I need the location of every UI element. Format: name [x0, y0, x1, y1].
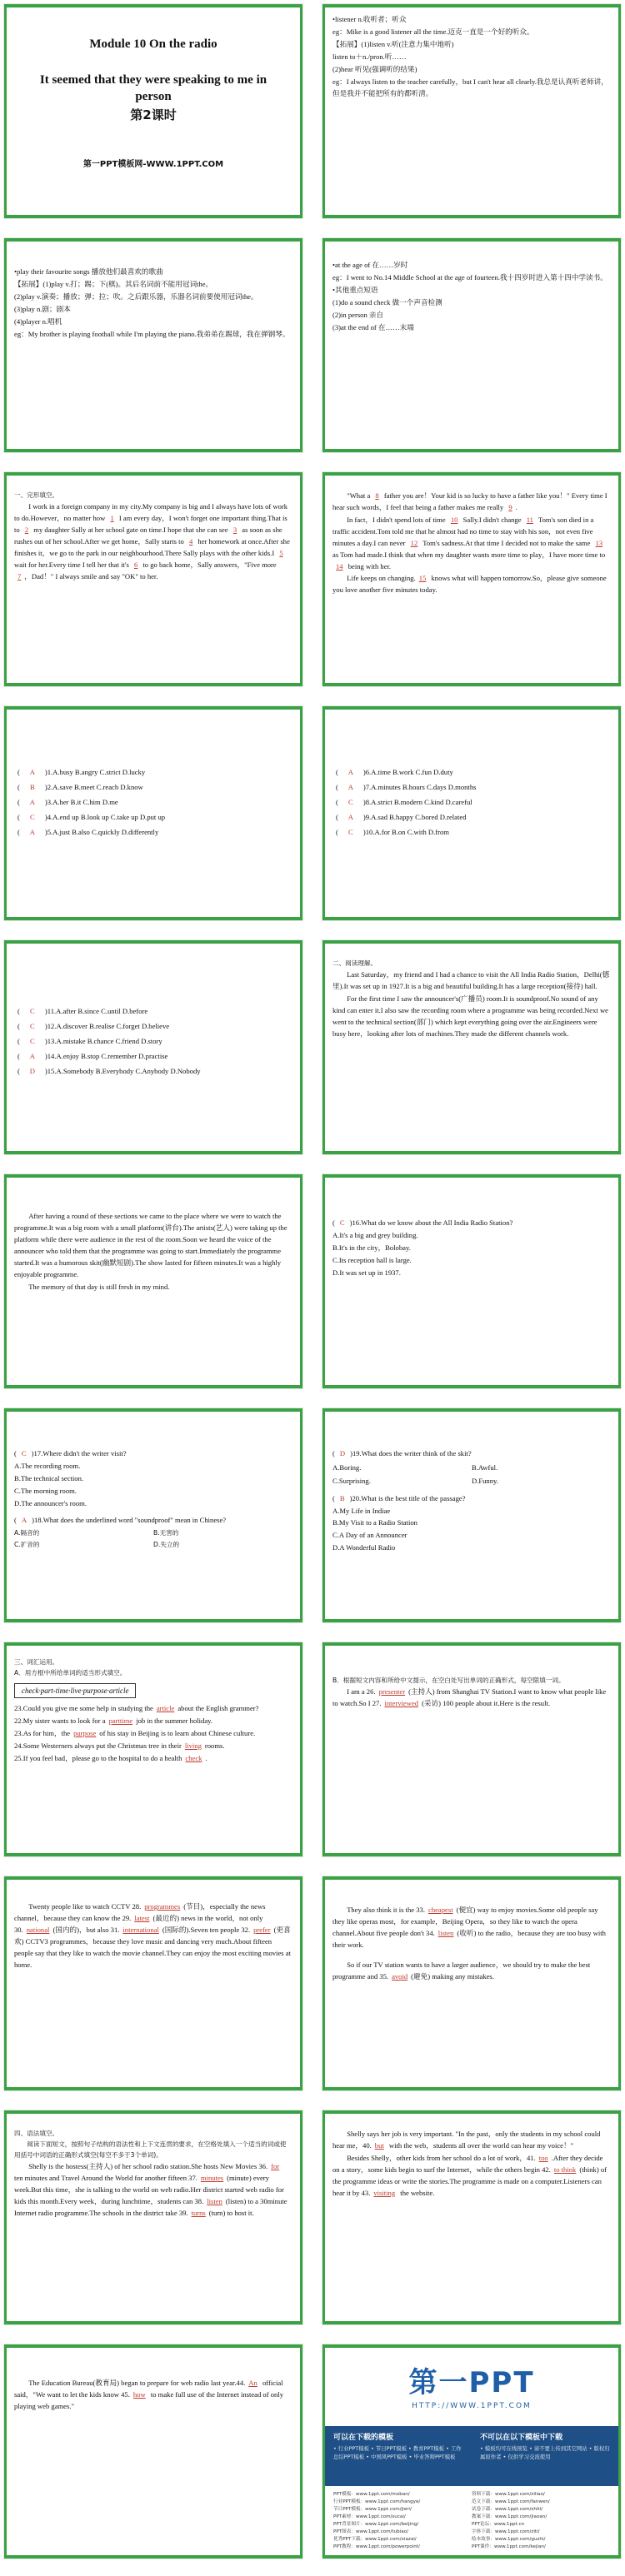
answer-blank: 9	[508, 502, 512, 511]
answer-blank: 11	[526, 515, 533, 524]
slide-mc-11-15	[3, 939, 303, 1155]
ad-link[interactable]: 资料下载：www.1ppt.com/ziliao/	[472, 2492, 545, 2497]
option: A.The recording room.	[14, 1461, 81, 1470]
cloze-paragraph: Life keeps on changing. 15 knows what will happen tomorrow.So，please give someone you love another five minutes today.	[332, 574, 607, 595]
mc-question: ( C )4.A.end up B.look up C.take up D.put up	[18, 810, 292, 825]
section-heading: 二、阅读理解。	[332, 959, 378, 967]
vocab-line: (3)play n.剧；剧本	[14, 304, 71, 313]
passage-paragraph: The Education Bureau(教育局) began to prepare for web radio last year.44. An official said，"We want to let the kids know 45. how to make full use of the Internet instead of only playing web games."	[14, 2379, 284, 2410]
item-text: of his stay in Beijing is to learn about Chinese culture.	[99, 1729, 256, 1738]
passage-paragraph: Shelly says her job is very important. "In the past，only the students in my school could hear me，40. but with the web，students all over the world can hear my voice！"	[332, 2130, 601, 2150]
answer-blank: prefer	[253, 1925, 271, 1934]
ad-link[interactable]: PPT背景图片：www.1ppt.com/beijing/	[333, 2522, 419, 2528]
option: A.My Life in Indiae	[332, 1506, 391, 1515]
ad-link[interactable]: PPT素材：www.1ppt.com/sucai/	[333, 2514, 406, 2520]
slide-cloze-a	[3, 471, 303, 687]
option: C.扩音的	[14, 1540, 40, 1548]
vocab-line: eg：I went to No.14 Middle School at the age of fourteen.我十四岁时进入第十四中学读书。	[332, 272, 608, 282]
option-grid	[14, 1527, 292, 1552]
mc-text: )2.A.save B.meet C.reach D.know	[44, 783, 143, 792]
ad-band	[325, 2426, 618, 2486]
mc-text: )10.A.for B.on C.with D.from	[362, 828, 449, 837]
answer-blank: presenter	[378, 1687, 406, 1697]
answer-letter: B	[339, 1493, 345, 1502]
mc-question: ( A )14.A.enjoy B.stop C.remember D.practise	[18, 1049, 292, 1064]
mc-question: ( A )3.A.her B.it C.him D.me	[18, 795, 292, 810]
passage-paragraph: I am a 26. presenter (主持人) from Shanghai TV Station.I want to know what people like to watch.So I 27. interviewed (采访) 100 people about it.Here is the result.	[332, 1687, 607, 1708]
ad-link[interactable]: 教案下载：www.1ppt.com/jiaoan/	[472, 2514, 548, 2520]
ad-link[interactable]: 范文下载：www.1ppt.com/fanwen/	[472, 2499, 550, 2505]
answer-blank: purpose	[73, 1729, 97, 1738]
ad-link[interactable]: PPT图表：www.1ppt.com/tubiao/	[333, 2529, 408, 2535]
passage-paragraph: Besides Shelly，other kids from her school do a lot of work，41. too .After they decide on a story，some kids begin to surf the Internet，while the others begin 42. to think (think) of the programme ideas or write the stories.The programme is made on a computer.Listeners can hear it by 43. visiting the website.	[332, 2153, 608, 2197]
answer-blank: for	[271, 2161, 280, 2170]
ad-link[interactable]: 绘本故事：www.1ppt.com/gushi/	[472, 2537, 546, 2543]
word-form-b-block	[332, 1676, 611, 1846]
links-left	[333, 2491, 472, 2551]
cloze-a-text	[14, 491, 292, 676]
mc-text: )13.A.mistake B.chance C.friend D.story	[44, 1037, 162, 1046]
option: D.The announcer's room.	[14, 1498, 87, 1507]
answer-blank: 6	[133, 560, 138, 569]
answer-blank: but	[374, 2140, 384, 2150]
passage-paragraph: They also think it is the 33. cheapest (便宜) way to enjoy movies.Some old people say they like operas most，for example，Beijing Opera，so they like to watch the opera channel.About five people don't 34. listen (收听) to the radio，because they are too busy with their work.	[332, 1906, 606, 1949]
answer-blank: minutes	[200, 2173, 224, 2182]
ad-link[interactable]: 行业PPT模板：www.1ppt.com/hangye/	[333, 2499, 421, 2505]
ad-link[interactable]: PPT教程：www.1ppt.com/powerpoint/	[333, 2544, 420, 2550]
mc-question: ( C )13.A.mistake B.chance C.friend D.story	[18, 1034, 292, 1049]
answer-letter: D	[339, 1449, 346, 1457]
question-text: )20.What is the best title of the passage?	[349, 1493, 466, 1502]
mc-question: ( C )11.A.after B.since C.until D.before	[18, 1004, 292, 1019]
vocab-line: 【拓展】(1)listen v.听(注意力集中地听)	[332, 39, 454, 48]
answer-letter: A	[21, 1515, 28, 1524]
mc-question: ( D )15.A.Somebody B.Everybody C.Anybody D.Nobody	[18, 1064, 292, 1079]
mc-text: )12.A.discover B.realise C.forget D.believe	[44, 1022, 170, 1031]
question-text: )18.What does the underlined word "soundproof" mean in Chinese?	[32, 1515, 227, 1524]
ad-col-right	[472, 2426, 618, 2486]
answer-blank: 13	[595, 538, 603, 547]
reading-b-text	[14, 1211, 292, 1378]
answer-blank: check	[185, 1753, 202, 1762]
answer-blank: parttime	[108, 1717, 133, 1726]
ad-col-desc: • 模板均可在线预览 • 请不要上传到其它网站 • 版权归属原作者 • 仅供学习交流使用	[480, 2445, 610, 2460]
item-text: 25.If you feel bad，please go to the hospital to do a health	[14, 1753, 182, 1762]
slide-word-form-d	[322, 1876, 622, 2091]
item-text: 23.As for him，the	[14, 1729, 71, 1738]
mc-list	[336, 765, 611, 910]
answer-blank: avoid	[392, 1971, 408, 1981]
vocab-line: (3)at the end of 在……末端	[332, 322, 414, 331]
answer-letter: C	[348, 798, 353, 807]
answer-letter: A	[29, 828, 35, 837]
answer-letter: C	[339, 1218, 345, 1227]
vocab-line: •listener n.收听者；听众	[332, 15, 407, 23]
logo-url[interactable]: HTTP://WWW.1PPT.COM	[412, 2402, 532, 2410]
mc-text: )11.A.after B.since C.until D.before	[44, 1007, 148, 1015]
reading-paragraph: The memory of that day is still fresh in my mind.	[28, 1282, 170, 1291]
vocab-line: (2)hear 听见(强调听的结果)	[332, 64, 418, 73]
mc-question: ( A )9.A.sad B.happy C.bored D.related	[336, 810, 611, 825]
vocab-age-text	[332, 260, 611, 442]
mc-list	[18, 765, 292, 910]
item-text: job in the summer holiday.	[136, 1717, 213, 1726]
section-heading: B．根据短文内容和所给中文提示，在空白处写出单词的正确形式，每空限填一词。	[332, 1677, 565, 1684]
answer-blank: turns	[191, 2208, 206, 2217]
mc-question: ( A )1.A.busy B.angry C.strict D.lucky	[18, 765, 292, 780]
mc-list	[18, 1004, 292, 1144]
ad-col-title: 不可以在以下模板中下载	[480, 2434, 563, 2442]
answer-blank: national	[26, 1925, 50, 1934]
slide-grammar-b	[322, 2110, 622, 2325]
fill-item	[14, 1741, 292, 1752]
vocab-line: eg：I always listen to the teacher carefully，but I can't hear all clearly.我总是认真听老师讲，但是我并不能把所有的都听清。	[332, 77, 608, 97]
answer-blank: 2	[24, 526, 29, 535]
answer-letter: C	[30, 1037, 35, 1046]
item-text: 24.Some Westerners always put the Christmas tree in their	[14, 1741, 182, 1750]
q19-20-block	[332, 1448, 611, 1612]
answer-blank: 1	[110, 514, 114, 523]
word-box: check·part-time·live·purpose·article	[14, 1683, 136, 1699]
answer-blank: visiting	[373, 2188, 396, 2197]
option: D.失立的	[153, 1540, 180, 1548]
logo-mark: 第一PPT	[408, 2366, 535, 2399]
module-title: Module 10 On the radio	[89, 37, 218, 51]
mc-question: ( B )2.A.save B.meet C.reach D.know	[18, 780, 292, 795]
word-form-c-block	[14, 1901, 292, 2080]
word-form-a-block	[14, 1657, 292, 1846]
vocab-line: eg：Mike is a good listener all the time.迈克一直是一个好的听众。	[332, 27, 534, 36]
section-heading: 四、语法填空。	[14, 2130, 59, 2137]
option: D.Funny.	[472, 1477, 498, 1486]
answer-blank: 12	[410, 538, 418, 547]
fill-item	[14, 1703, 292, 1715]
slide-vocab-age	[322, 237, 622, 453]
mc-text: )5.A.just B.also C.quickly D.differently	[44, 828, 159, 837]
slide-vocab-play	[3, 237, 303, 453]
answer-blank: article	[156, 1704, 175, 1713]
fill-item	[14, 1753, 292, 1765]
answer-letter: C	[30, 1022, 35, 1031]
mc-text: )7.A.minutes B.hours C.days D.months	[362, 783, 477, 792]
option: B.My Visit to a Radio Station	[332, 1518, 418, 1527]
item-text: about the English grammer?	[178, 1704, 259, 1713]
slide-vocab-listener	[322, 3, 622, 219]
reading-paragraph: Last Saturday，my friend and I had a chance to visit the All India Radio Station，Delhi(德里).It was set up in 1927.It is a big and beautiful building.It has a large reception(接待) hall.	[332, 970, 610, 991]
slide-grammar-c	[3, 2344, 303, 2559]
answer-blank: living	[184, 1741, 202, 1750]
slide-q16	[322, 1173, 622, 1389]
answer-letter: C	[30, 1007, 35, 1015]
vocab-line: (2)in person 亲自	[332, 310, 384, 319]
option: C.A Day of an Announcer	[332, 1531, 408, 1540]
question-line: ( C )17.Where didn't the writer visit?	[14, 1449, 127, 1457]
reading-a-text	[332, 959, 611, 1144]
mc-text: )8.A.strict B.modern C.kind D.careful	[362, 798, 472, 807]
vocab-line: (2)play v.演奏；播放；弹；拉；吹。之后跟乐器，乐器名词前要使用冠词the。	[14, 291, 258, 301]
cloze-paragraph: "What a 8 father you are！Your kid is so lucky to have a father like you！" Every time I hear such words，I feel that being a father makes me really 9 .	[332, 491, 608, 511]
question-line: ( A )18.What does the underlined word "soundproof" mean in Chinese?	[14, 1515, 227, 1524]
grammar-c-block	[14, 2378, 292, 2549]
mc-question: ( A )6.A.time B.work C.fun D.duty	[336, 765, 611, 780]
ad-link[interactable]: 优秀PPT下载：www.1ppt.com/xiazai/	[333, 2537, 417, 2543]
q17-18-block	[14, 1448, 292, 1612]
answer-blank: latest	[134, 1913, 150, 1922]
slide-grammar-a	[3, 2110, 303, 2325]
option: B.It's in the city，Bolobay.	[332, 1243, 411, 1252]
ad-link[interactable]: PPT课件：www.1ppt.com/kejian/	[472, 2544, 546, 2550]
option: B.The technical section.	[14, 1473, 84, 1482]
answer-blank: 4	[188, 537, 193, 546]
slide-ad	[322, 2344, 622, 2559]
vocab-line: 【拓展】(1)play v.打；踢；下(棋)。其后名词前不能用冠词the。	[14, 279, 213, 288]
answer-letter: C	[348, 828, 353, 837]
ad-link[interactable]: 字体下载：www.1ppt.com/ziti/	[472, 2529, 540, 2535]
answer-blank: 15	[418, 574, 427, 583]
ad-col-desc: • 行业PPT模板 • 节日PPT模板 • 教育PPT模板 • 工作总结PPT模板 • 中国风PPT模板 • 毕业答辩PPT模板	[333, 2445, 462, 2460]
answer-blank: interviewed	[384, 1699, 419, 1708]
option: C.The morning room.	[14, 1486, 77, 1495]
section-heading: 一、完形填空。	[14, 491, 59, 499]
ad-logo[interactable]	[322, 2359, 621, 2410]
grammar-a-block	[14, 2129, 292, 2314]
vocab-line: listen to＋n./pron.听……	[332, 52, 407, 61]
option-grid	[332, 1461, 611, 1488]
word-form-d-block	[332, 1905, 611, 2080]
mc-text: )4.A.end up B.look up C.take up D.put up	[44, 813, 166, 822]
slide-mc-1-5	[3, 705, 303, 921]
mc-text: )15.A.Somebody B.Everybody C.Anybody D.Nobody	[44, 1067, 201, 1076]
option: D.It was set up in 1937.	[332, 1268, 401, 1277]
answer-blank: too	[538, 2153, 548, 2162]
site-label: 第一PPT模板网-WWW.1PPT.COM	[82, 159, 224, 169]
reading-paragraph: For the first time I saw the announcer's(广播员) room.It is soundproof.No sound of any kind can enter it.I also saw the recording room where a programme was being recorded.Next we went to the technical section(部门) which kept everything going over the air.Engineers were busy here，looking after lots of machines.They made the different channels work.	[332, 994, 608, 1038]
option: A.隔音的	[14, 1528, 40, 1537]
answer-letter: A	[29, 798, 35, 807]
cloze-b-text	[332, 491, 611, 676]
fill-item	[14, 1728, 292, 1740]
vocab-line: •play their favourite songs 播放他们最喜欢的歌曲	[14, 267, 163, 276]
answer-letter: A	[348, 768, 353, 776]
answer-letter: A	[29, 768, 35, 776]
section-heading: 三、词汇运用。	[14, 1658, 59, 1666]
answer-blank: 5	[279, 548, 283, 557]
answer-blank: international	[122, 1925, 159, 1934]
answer-letter: B	[30, 783, 35, 792]
answer-blank: cheapest	[428, 1906, 453, 1914]
vocab-line: (4)player n.唱机	[14, 316, 62, 326]
mc-text: )9.A.sad B.happy C.bored D.related	[362, 813, 467, 822]
slide-cloze-b	[322, 471, 622, 687]
slide-cover	[3, 3, 303, 219]
passage-paragraph: Twenty people like to watch CCTV 28. programmes (节目)，especially the news channel，because they can know the 29. latest (最近的) news in the world，not only 30. national (国内的)，but also 31. international (国际的).Seven ten people 32. prefer (更喜欢) CCTV3 programmes，because they love music and dancing very much.About fifteen people say that they like to watch the movie channel.They can enjoy the most exciting movies at home.	[14, 1902, 291, 1969]
mc-question: ( C )12.A.discover B.realise C.forget D.believe	[18, 1019, 292, 1034]
cloze-paragraph: In fact，I didn't spend lots of time 10 Sally.I didn't change 11 Tom's son died in a traffic accident.Tom told me that he almost had no time to stay with his son，not even five minutes a day.I can never 12 Tom's sadness.At that time I decided not to make the same 13 as Tom had made.I think that when my daughter wants more time to play，I have more time to 14 being with her.	[332, 515, 606, 571]
answer-blank: 14	[336, 561, 343, 571]
unit-title: It seemed that they were speaking to me in person	[39, 73, 268, 104]
option: A.It's a big and grey building.	[332, 1230, 418, 1239]
slide-word-form-b	[322, 1642, 622, 1857]
option: C.Surprising.	[332, 1477, 371, 1486]
slide-q19-20	[322, 1408, 622, 1623]
answer-blank: to think	[553, 2165, 577, 2174]
grammar-b-block	[332, 2129, 611, 2314]
answer-letter: C	[21, 1449, 27, 1457]
vocab-line: •at the age of 在……岁时	[332, 261, 408, 269]
answer-blank: 10	[450, 515, 458, 524]
vocab-line: (1)do a sound check 做一个声音检测	[332, 297, 442, 306]
answer-blank: 7	[18, 571, 22, 580]
item-text: .	[205, 1753, 208, 1762]
mc-text: )6.A.time B.work C.fun D.duty	[362, 768, 453, 776]
question-line: ( B )20.What is the best title of the passage?	[332, 1493, 466, 1502]
slide-word-form-c	[3, 1876, 303, 2091]
item-text: 23.Could you give me some help in studying the	[14, 1704, 153, 1713]
answer-blank: 8	[375, 491, 379, 500]
vocab-listener-text	[332, 14, 611, 208]
lesson-label: 第2课时	[130, 107, 177, 122]
option: B.无害的	[153, 1528, 179, 1537]
vocab-line: eg：My brother is playing football while I'm playing the piano.我弟弟在踢球，我在弹钢琴。	[14, 329, 290, 338]
mc-text: )1.A.busy B.angry C.strict D.lucky	[44, 768, 146, 776]
links-right	[472, 2491, 610, 2551]
passage-paragraph: Shelly is the hostess(主持人) of her school radio station.She hosts New Movies 36. for ten minutes and Travel Around the World for another fifteen 37. minutes (minute) every week.But this time，she is talking to the world on web radio.Her district started web radio for kids this month.Every week，during lunchtime，students can 38. listen (listen) to a 30minute Internet radio programme.The schools in the district take 39. turns (turn) to host it.	[14, 2161, 288, 2217]
item-text: rooms.	[204, 1741, 225, 1750]
slide-reading-a	[322, 939, 622, 1155]
slide-q17-18	[3, 1408, 303, 1623]
question-text: )16.What do we know about the All India Radio Station?	[349, 1218, 513, 1227]
mc-question: ( A )5.A.just B.also C.quickly D.differently	[18, 825, 292, 840]
mc-question: ( C )8.A.strict B.modern C.kind D.careful	[336, 795, 611, 810]
mc-text: )3.A.her B.it C.him D.me	[44, 798, 118, 807]
ad-link[interactable]: 试卷下载：www.1ppt.com/shiti/	[472, 2507, 543, 2513]
mc-text: )14.A.enjoy B.stop C.remember D.practise	[44, 1052, 168, 1061]
slide-mc-6-10	[322, 705, 622, 921]
option: A.Boring.	[332, 1462, 362, 1472]
mc-question: ( A )7.A.minutes B.hours C.days D.months	[336, 780, 611, 795]
vocab-play-text	[14, 267, 292, 442]
answer-letter: A	[348, 813, 353, 822]
question-text: )19.What does the writer think of the skit?	[350, 1449, 472, 1457]
ad-link[interactable]: 节日PPT模板：www.1ppt.com/jieri/	[333, 2507, 412, 2513]
slide-reading-b	[3, 1173, 303, 1389]
slide-word-form-a	[3, 1642, 303, 1857]
ad-col-left	[325, 2426, 472, 2486]
answer-blank: listen	[438, 1928, 454, 1937]
answer-blank: listen	[207, 2196, 222, 2205]
q16-block	[332, 1218, 611, 1378]
option: B.Awful.	[472, 1462, 498, 1472]
ad-links	[325, 2489, 618, 2553]
answer-letter: D	[29, 1067, 35, 1076]
question-line: ( C )16.What do we know about the All India Radio Station?	[332, 1218, 513, 1227]
answer-letter: A	[348, 783, 353, 792]
section-subheading: A．用方框中所给单词的适当形式填空。	[14, 1669, 127, 1677]
question-text: )17.Where didn't the writer visit?	[31, 1449, 127, 1457]
ad-link[interactable]: PPT论坛：www.1ppt.cn	[472, 2522, 525, 2528]
cloze-paragraph: I work in a foreign company in my city.My company is big and I always have lots of work to do.However，no matter how 1 I am every day，I won't forget one important thing.That is to 2 my daughter Sally at her school gate on time.I hope that she can see 3 as soon as she rushes out of her school.After we get home，Sally starts to 4 her homework at once.After she finishes it，we go to the park in our neighbourhood.There Sally plays with the other kids.I 5 wait for her.Every time I tell her that it's 6 to go back home，Sally answers，"Five more 7 ，Dad！" I always smile and say "OK" to her.	[14, 502, 290, 580]
item-text: 22.My sister wants to look for a	[14, 1717, 106, 1726]
answer-letter: C	[30, 813, 35, 822]
ad-link[interactable]: PPT模板：www.1ppt.com/moban/	[333, 2492, 410, 2497]
mc-question: ( C )10.A.for B.on C.with D.from	[336, 825, 611, 840]
answer-blank: programmes	[144, 1902, 181, 1911]
question-line: ( D )19.What does the writer think of the skit?	[332, 1449, 472, 1457]
option: D.A Wonderful Radio	[332, 1543, 396, 1552]
ad-col-title: 可以在下载的模板	[333, 2434, 394, 2442]
answer-blank: 3	[232, 526, 238, 535]
option: C.Its reception hall is large.	[332, 1255, 412, 1264]
answer-blank: An	[248, 2379, 258, 2387]
reading-paragraph: After having a round of these sections we came to the place where we were to watch the programme.It was a big room with a small platform(讲台).The artists(艺人) were taking up the platform while there were audience in the rest of the room.Soon we heard the voice of the announcer who told them that the programme was going to start.Immediately the programme started.It was a humorous skit(幽默短剧).The show lasted for fifteen minutes.It was a highly enjoyable programme.	[14, 1212, 288, 1278]
passage-paragraph: So if our TV station wants to have a larger audience，we should try to make the best programme and 35. avoid (避免) making any mistakes.	[332, 1960, 591, 1981]
fill-item	[14, 1716, 292, 1727]
answer-blank: how	[132, 2389, 146, 2399]
vocab-line: •其他重点短语	[332, 285, 378, 294]
instructions: 阅读下面短文，按照句子结构的语法性和上下文连贯的要求，在空格处填入一个适当的词或使用括号中词语的正确形式填空(每空不多于3个单词)。	[14, 2140, 287, 2159]
answer-letter: A	[29, 1052, 35, 1061]
